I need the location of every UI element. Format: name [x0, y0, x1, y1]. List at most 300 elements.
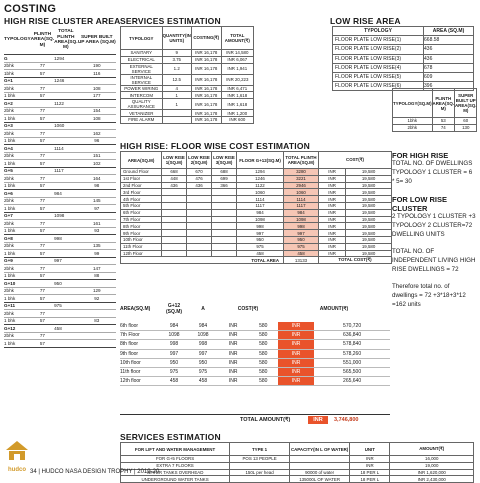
- cluster-cell: 57: [31, 250, 54, 258]
- services2-cell: [230, 476, 290, 483]
- floor-cell: 12th Floor: [121, 250, 162, 257]
- cluster-cell: 1 bhk: [4, 205, 31, 213]
- floor-cell: [212, 209, 237, 216]
- floor-cell: [212, 230, 237, 237]
- cluster-total: 998: [54, 235, 77, 243]
- services-row: [121, 110, 254, 117]
- cluster-group-row: [4, 212, 116, 220]
- cluster-cell: [31, 212, 54, 220]
- services-header: QUANTITY(IN UNITS): [162, 27, 191, 50]
- floor-cell: 975: [284, 243, 319, 250]
- cluster-cell: 116: [78, 70, 116, 78]
- cluster-cell: 2bhk: [4, 287, 31, 295]
- cost-cell: INR: [278, 349, 314, 358]
- cluster-cell: [54, 137, 77, 145]
- floor-cell: 1122: [237, 182, 284, 189]
- services2-cell: UNDERGROUND WATER TANKS: [121, 476, 230, 483]
- cluster-cell: [54, 332, 77, 340]
- cluster-cell: [54, 115, 77, 123]
- cluster-row: [4, 265, 116, 273]
- cluster-cell: [54, 340, 77, 348]
- cost-cell: INR: [218, 358, 248, 367]
- floor-cell: 2946: [284, 182, 319, 189]
- cluster-row: [4, 205, 116, 213]
- services-cell: INR 1,618: [221, 92, 253, 99]
- cluster-cell: [78, 145, 116, 153]
- cluster-cell: 1 bhk: [4, 182, 31, 190]
- cluster-cell: 1 bhk: [4, 137, 31, 145]
- cluster-cell: [78, 55, 116, 63]
- cluster-cell: [31, 77, 54, 85]
- cluster-cell: [31, 100, 54, 108]
- floor-cell: [162, 202, 187, 209]
- cluster-cell: 2bhk: [4, 107, 31, 115]
- cost-cell: 580: [248, 367, 278, 376]
- cluster-row: [4, 70, 116, 78]
- for-high-rise-title: FOR HIGH RISE: [392, 151, 449, 160]
- lowrise-table: [332, 26, 474, 91]
- services-cell: INR 20,223: [221, 74, 253, 85]
- cluster-name: G+8: [4, 235, 31, 243]
- lowrise-typ-cell: 2bhk: [393, 124, 433, 131]
- floor-row: [121, 196, 392, 203]
- floor-cell: [162, 250, 187, 257]
- lowrise-cell: FLOOR PLATE LOW RISE(5): [333, 72, 424, 81]
- cost-cell: 950: [188, 358, 218, 367]
- services-row: [121, 63, 254, 74]
- services2-cell: EXTRA 7 FLOORS: [121, 462, 230, 469]
- cost-cell: 636,840: [314, 331, 390, 340]
- cluster-cell: [54, 182, 77, 190]
- cluster-row: [4, 227, 116, 235]
- services-cell: INR 16,178: [191, 116, 221, 123]
- cost-cell: 6th floor: [120, 322, 160, 331]
- services-cell: INR 16,178: [191, 110, 221, 117]
- floor-cell: INR: [319, 196, 346, 203]
- cluster-row: [4, 62, 116, 70]
- cluster-cell: [31, 257, 54, 265]
- hudco-logo-icon: [4, 440, 30, 462]
- cluster-total: 1098: [54, 212, 77, 220]
- cost-cell: INR: [218, 322, 248, 331]
- floor-cell: 1060: [237, 189, 284, 196]
- cluster-cell: [78, 325, 116, 333]
- cluster-cell: 57: [31, 70, 54, 78]
- floor-cell: 7th Floor: [121, 216, 162, 223]
- services2-cell: 150L per head: [230, 469, 290, 476]
- cost-header: G+12 (SQ.M): [165, 303, 183, 315]
- cluster-cell: 2bhk: [4, 152, 31, 160]
- cost-header: A: [201, 306, 205, 312]
- cluster-group-row: [4, 55, 116, 63]
- services-cell: INTERNAL SERVICE: [121, 74, 163, 85]
- cluster-cell: [54, 205, 77, 213]
- cluster-cell: 77: [31, 85, 54, 93]
- cluster-name: G+12: [4, 325, 31, 333]
- cluster-cell: 57: [31, 340, 54, 348]
- cluster-cell: 97: [78, 205, 116, 213]
- cluster-cell: 102: [78, 160, 116, 168]
- floor-cell: INR: [319, 243, 346, 250]
- services2-cell: 19,000: [390, 462, 474, 469]
- cluster-group-row: [4, 167, 116, 175]
- floor-cell: 1098: [284, 216, 319, 223]
- lowrise-row: [333, 54, 474, 63]
- services2-cell: 90000 of water: [290, 469, 350, 476]
- cluster-row: [4, 295, 116, 303]
- footer-text: 34 | HUDCO NASA DESIGN TROPHY | 2019-20: [30, 469, 160, 475]
- floor-row: [121, 182, 392, 189]
- floor-row: [121, 202, 392, 209]
- floor-cell: 436: [162, 182, 187, 189]
- floor-cell: 1114: [237, 196, 284, 203]
- floor-cell: 5th Floor: [121, 202, 162, 209]
- services-row: [121, 85, 254, 92]
- cost-cell: 998: [160, 340, 188, 349]
- cluster-group-row: [4, 122, 116, 130]
- services-cell: 4: [162, 85, 191, 92]
- cluster-row: [4, 175, 116, 183]
- services-cell: INR 14,580: [221, 50, 253, 57]
- floor-cell: INR: [319, 216, 346, 223]
- cluster-cell: 77: [31, 197, 54, 205]
- therefore-text: Therefore total no. of dwellings = 72 +3*18+3*12 =162 units: [392, 282, 466, 308]
- floor-cell: [162, 243, 187, 250]
- services-header: TOTAL AMOUNT(₹): [221, 27, 253, 50]
- cluster-cell: 1 bhk: [4, 272, 31, 280]
- cost-cell: 12th floor: [120, 377, 160, 386]
- cluster-group-row: [4, 100, 116, 108]
- lowrise-row: [333, 36, 474, 45]
- cost-header: COST(₹): [237, 306, 259, 312]
- cluster-cell: [54, 70, 77, 78]
- cluster-total: 1114: [54, 145, 77, 153]
- services-row: [121, 74, 254, 85]
- floor-cell: 458: [284, 250, 319, 257]
- cluster-cell: 57: [31, 295, 54, 303]
- floor-cell: [212, 196, 237, 203]
- services2-cell: 16,000: [390, 456, 474, 463]
- cost-cell: 975: [188, 367, 218, 376]
- cost-cell: INR: [278, 358, 314, 367]
- lowrise-cell: 436: [424, 54, 474, 63]
- cluster-row: [4, 250, 116, 258]
- floor-cell: INR: [319, 250, 346, 257]
- floor-header: LOW RISE 3(SQ.M): [212, 152, 237, 169]
- cluster-row: [4, 152, 116, 160]
- floor-cell: 688: [212, 169, 237, 176]
- services-cell: INR 16,178: [191, 85, 221, 92]
- lowrise-cell: FLOOR PLATE LOW RISE(2): [333, 45, 424, 54]
- cost-header: AMOUNT(₹): [319, 306, 349, 312]
- cluster-cell: 162: [78, 130, 116, 138]
- cluster-total: 1117: [54, 167, 77, 175]
- floor-cell: INR: [319, 209, 346, 216]
- floor-cell: 19,580: [346, 189, 392, 196]
- lowrise-header: TYPOLOGY: [333, 27, 424, 36]
- cost-cell: 580: [248, 377, 278, 386]
- logo-text: hudco: [8, 467, 26, 473]
- cluster-cell: [54, 220, 77, 228]
- cost-cell: 570,720: [314, 322, 390, 331]
- floor-row: [121, 230, 392, 237]
- cost-cell: 265,640: [314, 377, 390, 386]
- cluster-cell: [78, 332, 116, 340]
- services2-row: [121, 469, 474, 476]
- floor-cell: 19,580: [346, 243, 392, 250]
- lowrise-typ-row: [393, 118, 477, 125]
- floor-cell: 3280: [284, 169, 319, 176]
- cluster-cell: [54, 317, 77, 325]
- cluster-group-row: [4, 190, 116, 198]
- cluster-cell: 83: [78, 317, 116, 325]
- services2-cell: 18 PER L: [350, 469, 390, 476]
- cost-cell: 11th floor: [120, 367, 160, 376]
- cluster-header: TOTAL PLINTH AREA(SQ. M): [54, 26, 77, 55]
- floor-cell: 998: [284, 223, 319, 230]
- floor-cell: INR: [319, 175, 346, 182]
- cluster-cell: 1 bhk: [4, 250, 31, 258]
- services-cell: INR 1,618: [221, 99, 253, 110]
- cluster-cell: [54, 175, 77, 183]
- cluster-name: G+1: [4, 77, 31, 85]
- cost-cell: 984: [160, 322, 188, 331]
- floor-cell: 950: [237, 236, 284, 243]
- floor-cell: 1114: [284, 196, 319, 203]
- lowrise-typ-header: PLINTH AREA(SQ. M): [432, 89, 454, 118]
- cluster-cell: [78, 235, 116, 243]
- cluster-cell: 135: [78, 242, 116, 250]
- cluster-cell: 108: [78, 115, 116, 123]
- services2-row: [121, 462, 474, 469]
- cluster-cell: 99: [78, 250, 116, 258]
- services-cell: 3.75: [162, 56, 191, 63]
- lowrise-cell: 668.58: [424, 36, 474, 45]
- cluster-cell: 2bhk: [4, 175, 31, 183]
- cluster-total: 458: [54, 325, 77, 333]
- lowrise-typ-cell: 53: [432, 118, 454, 125]
- floor-cell: 4th Floor: [121, 196, 162, 203]
- cost-cell: INR: [278, 340, 314, 349]
- services-cell: INR 16,178: [191, 56, 221, 63]
- floor-cell: 668: [162, 169, 187, 176]
- floor-row: [121, 169, 392, 176]
- services-cell: INTERCOM: [121, 92, 163, 99]
- floor-header: LOW RISE 2(SQ.M): [187, 152, 212, 169]
- services-title: SERVICES ESTIMATION: [120, 16, 221, 26]
- cluster-row: [4, 107, 116, 115]
- services-cell: INR 16,178: [191, 50, 221, 57]
- cluster-cell: [54, 152, 77, 160]
- cluster-table: [4, 26, 116, 348]
- floor-header: AREA(SQ.M): [121, 152, 162, 169]
- cluster-row: [4, 197, 116, 205]
- services2-header: AMOUNT(₹): [390, 443, 474, 456]
- floor-cell: 19,580: [346, 230, 392, 237]
- floor-cell: [187, 250, 212, 257]
- floor-cell: 984: [284, 209, 319, 216]
- cost-cell: 580: [248, 322, 278, 331]
- floor-cell: 3221: [284, 175, 319, 182]
- lowrise-cell: FLOOR PLATE LOW RISE(4): [333, 63, 424, 72]
- cluster-cell: 57: [31, 160, 54, 168]
- cluster-group-row: [4, 77, 116, 85]
- cluster-row: [4, 182, 116, 190]
- cost-cell: 565,500: [314, 367, 390, 376]
- lowrise-typ-header: TYPOLOGY(SQ.M): [393, 89, 433, 118]
- floor-header: COST(₹): [319, 152, 392, 169]
- floor-table: [120, 151, 392, 264]
- cost-row: [120, 340, 390, 349]
- services-cell: ELECTRICAL: [121, 56, 163, 63]
- cluster-cell: [54, 92, 77, 100]
- cluster-cell: 164: [78, 175, 116, 183]
- cost-cell: 997: [160, 349, 188, 358]
- floor-cell: 1060: [284, 189, 319, 196]
- floor-cell: [162, 189, 187, 196]
- floor-cell: [187, 236, 212, 243]
- services2-cell: INR: [350, 462, 390, 469]
- cluster-name: G+9: [4, 257, 31, 265]
- services-cell: 1: [162, 99, 191, 110]
- cluster-cell: 147: [78, 265, 116, 273]
- floor-cell: [187, 230, 212, 237]
- services-row: [121, 50, 254, 57]
- floor-cell: INR: [319, 182, 346, 189]
- floor-header: TOTAL PLINTH AREA(SQ.M): [284, 152, 319, 169]
- floor-cell: [212, 189, 237, 196]
- total-independent-text: TOTAL NO. OF INDEPENDENT LIVING HIGH RISE DWELLINGS = 72: [392, 247, 476, 273]
- floor-cell: 1117: [237, 202, 284, 209]
- cluster-cell: [54, 272, 77, 280]
- services-cell: INR 16,178: [191, 74, 221, 85]
- floor-cell: 11th Floor: [121, 243, 162, 250]
- lowrise-cell: 436: [424, 45, 474, 54]
- services2-cell: [230, 462, 290, 469]
- cluster-cell: [54, 310, 77, 318]
- cluster-cell: [31, 280, 54, 288]
- cluster-group-row: [4, 280, 116, 288]
- cluster-cell: 2bhk: [4, 242, 31, 250]
- services-cell: FIRE ALARM: [121, 116, 163, 123]
- floor-row: [121, 243, 392, 250]
- cost-cell: 997: [188, 349, 218, 358]
- cluster-total: 950: [54, 280, 77, 288]
- cluster-header: TYPOLOGY: [4, 26, 31, 55]
- cluster-cell: 2bhk: [4, 220, 31, 228]
- floor-row: [121, 189, 392, 196]
- cost-cell: 7th Floor: [120, 331, 160, 340]
- lowrise-cell: FLOOR PLATE LOW RISE(3): [333, 54, 424, 63]
- services-cell: VETANIZER: [121, 110, 163, 117]
- floor-row: [121, 209, 392, 216]
- floor-cell: 436: [187, 182, 212, 189]
- services2-header: TYPE 1: [230, 443, 290, 456]
- floor-cell: 1st Floor: [121, 175, 162, 182]
- services-cell: EXTERNAL SERVICE: [121, 63, 163, 74]
- cluster-row: [4, 85, 116, 93]
- floor-cell: [162, 196, 187, 203]
- cluster-row: [4, 332, 116, 340]
- cluster-row: [4, 220, 116, 228]
- cost-cell: 8th floor: [120, 340, 160, 349]
- services-cell: INR 1,200: [221, 110, 253, 117]
- cluster-cell: 57: [31, 227, 54, 235]
- floor-cell: 9th Floor: [121, 230, 162, 237]
- cluster-cell: 98: [78, 182, 116, 190]
- lowrise-row: [333, 45, 474, 54]
- services2-cell: 18 PER L: [350, 476, 390, 483]
- cost-cell: 578,260: [314, 349, 390, 358]
- services-cell: 1.2: [162, 63, 191, 74]
- floor-total-cost-label: TOTAL COST(₹): [319, 257, 392, 264]
- services-cell: INR 6,067: [221, 56, 253, 63]
- cluster-name: G+11: [4, 302, 31, 310]
- services-cell: POWER WIRING: [121, 85, 163, 92]
- cost-cell: 458: [188, 377, 218, 386]
- floor-cell: 476: [187, 175, 212, 182]
- cluster-cell: [78, 212, 116, 220]
- floor-cell: 1294: [237, 169, 284, 176]
- lowrise-cell: 678: [424, 63, 474, 72]
- cluster-group-row: [4, 325, 116, 333]
- cluster-cell: 2bhk: [4, 85, 31, 93]
- floor-cell: 19,580: [346, 209, 392, 216]
- services-cell: 9: [162, 50, 191, 57]
- cost-cell: 10th floor: [120, 358, 160, 367]
- floor-row: [121, 236, 392, 243]
- cluster-total: 1246: [54, 77, 77, 85]
- cluster-header: SUPER BUILT UP AREA (SQ.M): [78, 26, 116, 55]
- cost-cell: 580: [248, 358, 278, 367]
- cluster-cell: 190: [78, 62, 116, 70]
- cluster-cell: 88: [78, 272, 116, 280]
- cluster-cell: [78, 340, 116, 348]
- cluster-cell: 2bhk: [4, 310, 31, 318]
- cluster-cell: [54, 107, 77, 115]
- services-row: [121, 116, 254, 123]
- cost-total-value: 3,746,800: [334, 417, 359, 423]
- floor-cell: [212, 243, 237, 250]
- cluster-name: G+3: [4, 122, 31, 130]
- lowrise-cell: 396: [424, 82, 474, 91]
- floor-cell: 19,580: [346, 182, 392, 189]
- cost-cell: 975: [160, 367, 188, 376]
- cluster-cell: [54, 160, 77, 168]
- cluster-table-wrap: [4, 26, 116, 348]
- floor-cell: [212, 202, 237, 209]
- floor-cell: 19,580: [346, 202, 392, 209]
- floor-cell: [212, 216, 237, 223]
- cluster-cell: 1 bhk: [4, 317, 31, 325]
- cluster-group-row: [4, 257, 116, 265]
- page-title: COSTING: [4, 3, 57, 15]
- floor-cell: [212, 223, 237, 230]
- floor-total-value: 13133: [284, 257, 319, 264]
- cluster-cell: [78, 122, 116, 130]
- cluster-cell: 57: [31, 137, 54, 145]
- lowrise-typ-cell: 74: [432, 124, 454, 131]
- cluster-cell: [54, 130, 77, 138]
- floor-cell: 19,580: [346, 196, 392, 203]
- cluster-cell: [54, 295, 77, 303]
- hudco-logo: [4, 440, 30, 473]
- floor-title: HIGH RISE: FLOOR WISE COST ESTIMATION: [120, 141, 310, 151]
- cluster-cell: 77: [31, 332, 54, 340]
- cluster-cell: [78, 302, 116, 310]
- cluster-cell: 77: [31, 175, 54, 183]
- cluster-cell: [54, 242, 77, 250]
